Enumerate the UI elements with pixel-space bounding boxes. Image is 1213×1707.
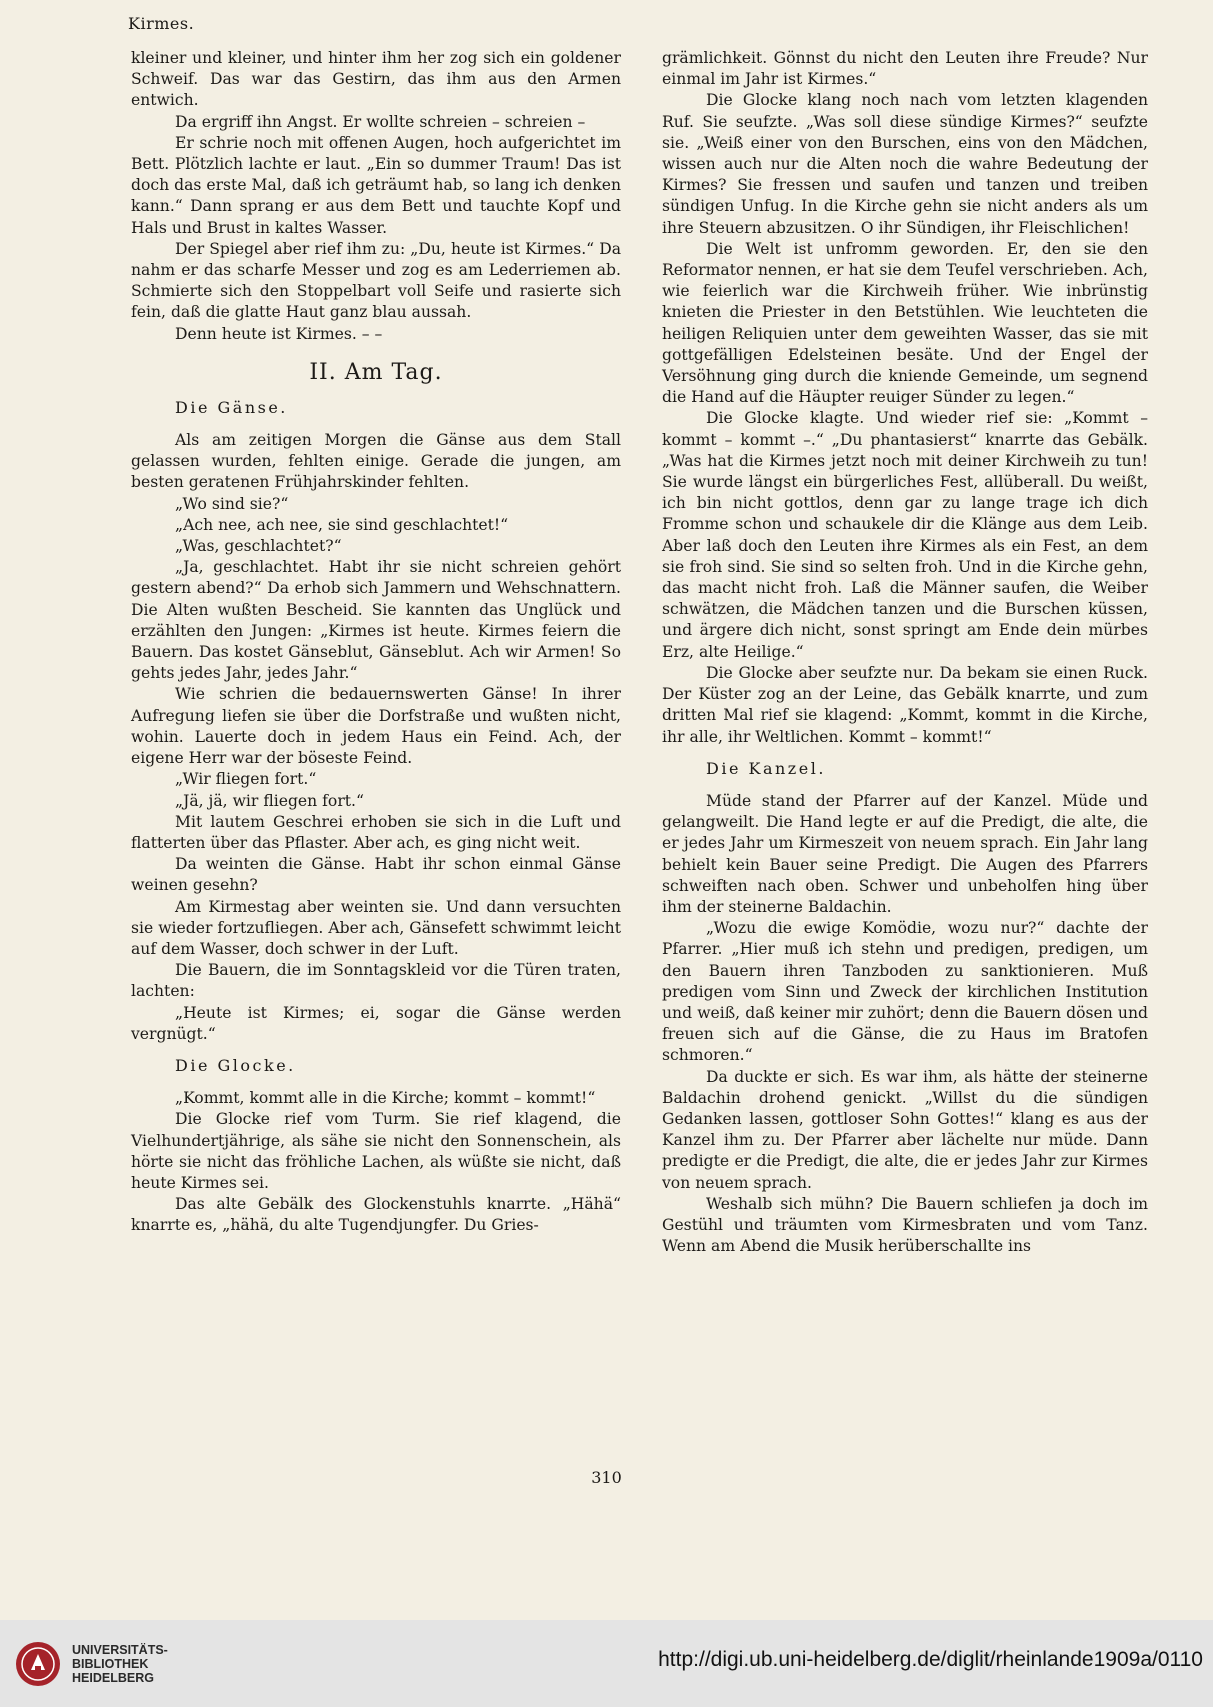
paragraph: Die Glocke aber seufzte nur. Da bekam sie einen Ruck. Der Küster zog an der Leine, das Gebälk knarrte, und zum dritten Mal rief sie klagend: „Kommt, kommt in die Kirche, ihr alle, ihr Weltlichen. Kommt – kommt!“ bbox=[662, 663, 1148, 746]
paragraph: Da duckte er sich. Es war ihm, als hätte der steinerne Baldachin drohend genickt. „Willst du die sündigen Gedanken lassen, gottloser Sohn Gottes!“ klang es aus der Kanzel ihm zu. Der Pfarrer aber lächelte nur müde. Dann predigte er die Predigt, die alte, die er jedes Jahr zur Kirmes von neuem sprach. bbox=[662, 1067, 1148, 1192]
paragraph: Denn heute ist Kirmes. – – bbox=[175, 324, 383, 343]
subheading-gaense: Die Gänse. bbox=[175, 397, 288, 417]
paragraph: „Ja, geschlachtet. Habt ihr sie nicht schreien gehört gestern abend?“ Da erhob sich Jammern und Wehschnattern. Die Alten wußten Bescheid. Sie kannten das Unglück und erzählten den Jungen: „Kirmes ist heute. Kirmes feiern die Bauern. Das kostet Gänseblut, Gänseblut. Ach wir Armen! So gehts jedes Jahr, jedes Jahr.“ bbox=[131, 558, 621, 683]
paragraph: Er schrie noch mit offenen Augen, hoch aufgerichtet im Bett. Plötzlich lachte er laut. „Ein so dummer Traum! Das ist doch das erste Mal, daß ich geträumt hab, so lang ich denken kann.“ Dann sprang er aus dem Bett und tauchte Kopf und Hals und Brust in kaltes Wasser. bbox=[131, 133, 621, 237]
paragraph: Die Glocke rief vom Turm. Sie rief klagend, die Vielhundertjährige, als sähe sie nicht den Sonnenschein, als hörte sie nicht das fröhliche Lachen, als wüßte sie nicht, daß heute Kirmes sei. bbox=[131, 1110, 621, 1192]
paragraph: Da weinten die Gänse. Habt ihr schon einmal Gänse weinen gesehn? bbox=[131, 855, 621, 895]
paragraph: Am Kirmestag aber weinten sie. Und dann versuchten sie wieder fortzufliegen. Aber ach, Gänsefett schwimmt leicht auf dem Wasser, doch schwer in der Luft. bbox=[131, 897, 621, 958]
paragraph: Die Bauern, die im Sonntagskleid vor die Türen traten, lachten: bbox=[131, 961, 621, 1001]
paragraph: Der Spiegel aber rief ihm zu: „Du, heute ist Kirmes.“ Da nahm er das scharfe Messer und zog es am Lederriemen ab. Schmierte sich den Stoppelbart voll Seife und rasierte sich fein, daß die glatte Haut ganz blau aussah. bbox=[131, 239, 621, 322]
footer-bar bbox=[0, 1620, 1213, 1707]
section-heading: II. Am Tag. bbox=[309, 359, 443, 385]
paragraph: „Wir fliegen fort.“ bbox=[175, 770, 317, 789]
paragraph: „Kommt, kommt alle in die Kirche; kommt – kommt!“ bbox=[175, 1089, 596, 1108]
paragraph: Mit lautem Geschrei erhoben sie sich in die Luft und flatterten über das Pflaster. Aber ach, es ging nicht weit. bbox=[131, 812, 621, 852]
subheading-glocke: Die Glocke. bbox=[175, 1055, 296, 1075]
paragraph: Das alte Gebälk des Glockenstuhls knarrte. „Hähä“ knarrte es, „hähä, du alte Tugendjungfer. Du Gries- bbox=[131, 1195, 621, 1235]
paragraph: Die Glocke klagte. Und wieder rief sie: „Kommt – kommt – kommt –.“ „Du phantasierst“ knarrte das Gebälk. „Was hat die Kirmes jetzt noch mit deiner Kirchweih zu tun! Sie wurde längst ein bürgerliches Fest, allüberall. Du weißt, ich bin nicht gottlos, denn gar zu lange trage ich dich Fromme schon und schaukele dir die Klänge aus dem Leib. Aber laß doch den Leuten ihre Kirmes als ein Fest, an dem sie froh sind. Sie sind so selten froh. Und in die Kirche gehn, das macht nicht froh. Laß die Männer saufen, die Weiber schwätzen, die Mädchen tanzen und die Burschen küssen, und ärgere dich nicht, sonst springt am Ende dein mürbes Erz, alte Heilige.“ bbox=[662, 409, 1148, 661]
library-line: UNIVERSITÄTS- bbox=[72, 1642, 168, 1657]
right-column bbox=[662, 48, 1148, 1257]
university-seal-icon[interactable] bbox=[14, 1640, 62, 1688]
paragraph: Da ergriff ihn Angst. Er wollte schreien – schreien – bbox=[175, 112, 586, 131]
paragraph: Die Welt ist unfromm geworden. Er, den sie den Reformator nennen, er hat sie dem Teufel verschrieben. Ach, wie feierlich war die Kirchweih früher. Wie inbrünstig knieten die Priester in den Betstühlen. Wie leuchteten die heiligen Reliquien unter dem geweihten Wasser, das sie mit gottgefälligen Edelsteinen besäte. Und der Engel der Versöhnung ging durch die kniende Gemeinde, um segnend die Hand auf die Häupter reuiger Sünder zu legen.“ bbox=[662, 239, 1148, 407]
paragraph: Wie schrien die bedauernswerten Gänse! In ihrer Aufregung liefen sie über die Dorfstraße und wußten nicht, wohin. Lauerte doch in jedem Haus ein Feind. Ach, der eigene Herr war der böseste Feind. bbox=[131, 685, 621, 768]
paragraph: „Heute ist Kirmes; ei, sogar die Gänse werden vergnügt.“ bbox=[131, 1003, 621, 1043]
library-line: BIBLIOTHEK bbox=[72, 1656, 149, 1671]
paragraph: „Wo sind sie?“ bbox=[175, 494, 289, 513]
permalink-url[interactable]: http://digi.ub.uni-heidelberg.de/diglit/rheinlande1909a/0110 bbox=[658, 1648, 1203, 1671]
paragraph: „Jä, jä, wir fliegen fort.“ bbox=[175, 791, 364, 810]
library-name[interactable] bbox=[72, 1643, 168, 1685]
paragraph: „Wozu die ewige Komödie, wozu nur?“ dachte der Pfarrer. „Hier muß ich stehn und predigen, predigen, um den Bauern ihren Tanzboden zu sanktionieren. Muß predigen vom Sinn und Zweck der kirchlichen Institution und weiß, daß keiner mir zuhört; denn die Bauern dösen und freuen sich auf die Gänse, die zu Haus im Bratofen schmoren.“ bbox=[662, 919, 1148, 1065]
paragraph: „Ach nee, ach nee, sie sind geschlachtet!“ bbox=[175, 515, 509, 534]
paragraph: kleiner und kleiner, und hinter ihm her zog sich ein goldener Schweif. Das war das Gestirn, das ihm aus den Armen entwich. bbox=[131, 49, 621, 110]
paragraph: Müde stand der Pfarrer auf der Kanzel. Müde und gelangweilt. Die Hand legte er auf die Predigt, die alte, die er jedes Jahr um Kirmeszeit von neuem sprach. Ein Jahr lang behielt kein Bauer seine Predigt. Die Augen des Pfarrers schweiften nach oben. Schwer und unbeholfen hing über ihm der steinerne Baldachin. bbox=[662, 791, 1148, 916]
paragraph: „Was, geschlachtet?“ bbox=[175, 537, 342, 556]
subheading-kanzel: Die Kanzel. bbox=[706, 758, 826, 778]
library-line: HEIDELBERG bbox=[72, 1670, 154, 1685]
left-column bbox=[131, 48, 621, 1237]
page-number: 310 bbox=[591, 1468, 622, 1487]
running-head: Kirmes. bbox=[128, 14, 195, 33]
paragraph: Weshalb sich mühn? Die Bauern schliefen ja doch im Gestühl und träumten vom Kirmesbraten und vom Tanz. Wenn am Abend die Musik herüberschallte ins bbox=[662, 1194, 1148, 1256]
paragraph: Als am zeitigen Morgen die Gänse aus dem Stall gelassen wurden, fehlten einige. Gerade die jungen, am besten geratenen Frühjahrskinder fehlten. bbox=[131, 431, 621, 492]
paragraph: Die Glocke klang noch nach vom letzten klagenden Ruf. Sie seufzte. „Was soll diese sündige Kirmes?“ seufzte sie. „Weiß einer von den Burschen, eins von den Mädchen, wissen auch nur die Alten noch die wahre Bedeutung der Kirmes? Sie fressen und saufen und tanzen und treiben sündigen Unfug. In die Kirche gehn sie nicht anders als um ihre Steuern abzusitzen. O ihr Sündigen, ihr Fleischlichen! bbox=[662, 91, 1148, 237]
paragraph: grämlichkeit. Gönnst du nicht den Leuten ihre Freude? Nur einmal im Jahr ist Kirmes.“ bbox=[662, 49, 1148, 89]
